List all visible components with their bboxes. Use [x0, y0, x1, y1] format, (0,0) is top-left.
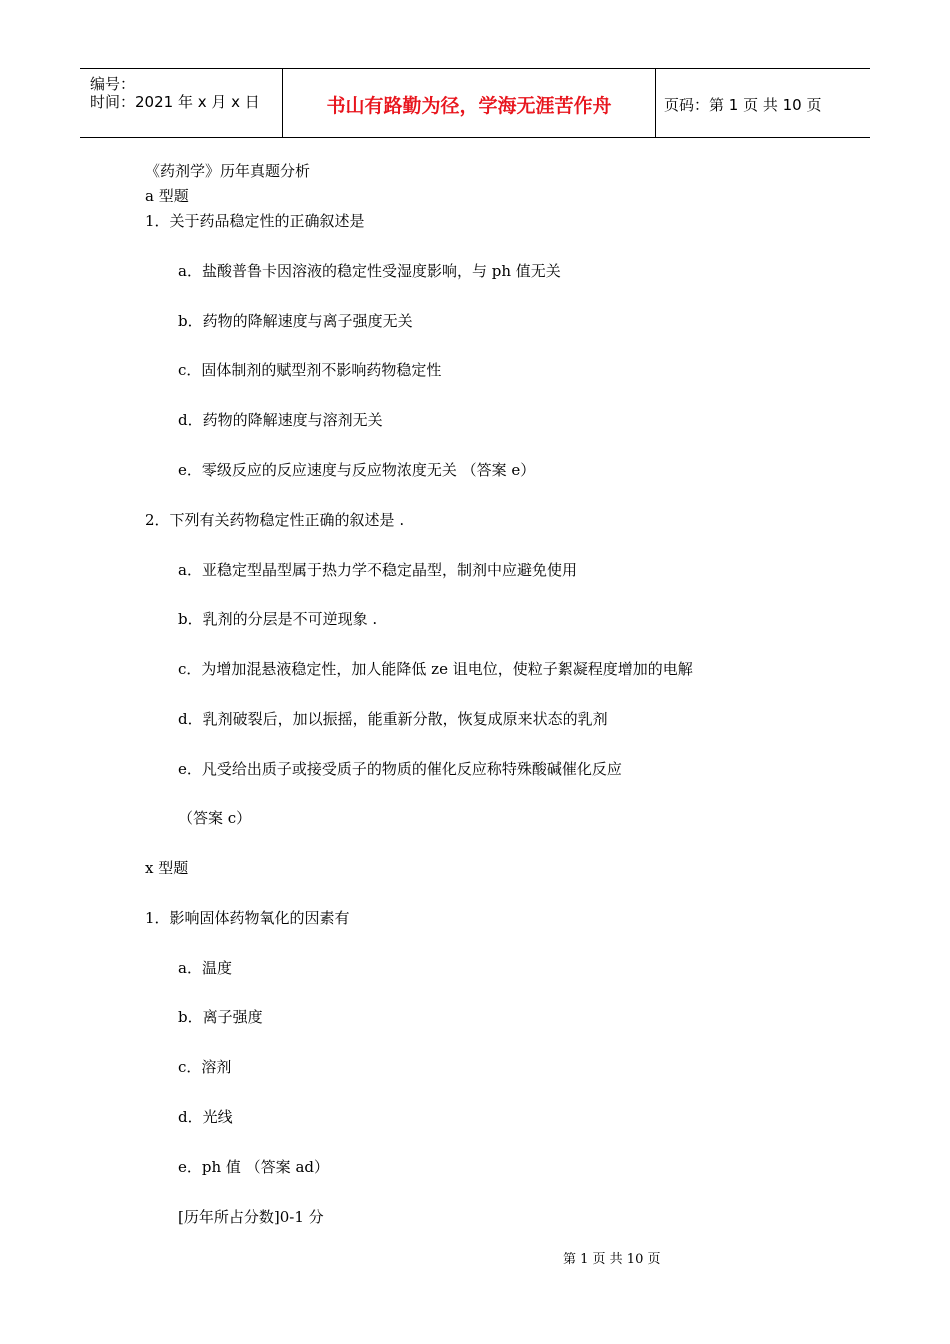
option-item: b．离子强度	[178, 1008, 263, 1026]
page-footer: 第 1 页 共 10 页	[563, 1252, 661, 1267]
option-item: e．零级反应的反应速度与反应物浓度无关 （答案 e）	[178, 461, 536, 479]
motto: 书山有路勤为径，学海无涯苦作舟	[326, 95, 612, 117]
option-item: d．药物的降解速度与溶剂无关	[178, 411, 383, 429]
header-table	[80, 68, 870, 138]
option-item: a．盐酸普鲁卡因溶液的稳定性受湿度影响，与 ph 值无关	[178, 262, 561, 280]
option-item: e．ph 值 （答案 ad）	[178, 1158, 329, 1176]
option-item: c．为增加混悬液稳定性，加人能降低 ze 诅电位，使粒子絮凝程度增加的电解	[178, 660, 693, 678]
number-label: 编号：	[90, 75, 136, 93]
option-item: a．温度	[178, 959, 232, 977]
score-note: [历年所占分数]0-1 分	[178, 1208, 324, 1226]
section-a-heading: a 型题	[145, 187, 189, 205]
option-item: b．乳剂的分层是不可逆现象 .	[178, 610, 378, 628]
question-stem: 2．下列有关药物稳定性正确的叙述是 .	[145, 511, 405, 529]
answer-text: （答案 c）	[178, 809, 252, 827]
option-item: a．亚稳定型晶型属于热力学不稳定晶型，制剂中应避免使用	[178, 561, 577, 579]
time-label: 时间：2021 年 x 月 x 日	[90, 93, 260, 111]
question-stem: 1．关于药品稳定性的正确叙述是	[145, 212, 365, 230]
option-item: c．固体制剂的赋型剂不影响药物稳定性	[178, 361, 442, 379]
doc-title: 《药剂学》历年真题分析	[145, 162, 311, 180]
question-stem: 1．影响固体药物氧化的因素有	[145, 909, 350, 927]
header-meta-cell	[80, 69, 282, 137]
option-item: b．药物的降解速度与离子强度无关	[178, 312, 413, 330]
page-label: 页码：第 1 页 共 10 页	[664, 96, 822, 114]
header-motto-cell	[282, 69, 656, 137]
header-page-cell	[655, 69, 870, 137]
option-item: d．乳剂破裂后，加以振摇，能重新分散，恢复成原来状态的乳剂	[178, 710, 608, 728]
option-item: d．光线	[178, 1108, 233, 1126]
option-item: e．凡受给出质子或接受质子的物质的催化反应称特殊酸碱催化反应	[178, 760, 622, 778]
option-item: c．溶剂	[178, 1058, 232, 1076]
section-x-heading: x 型题	[145, 859, 189, 877]
